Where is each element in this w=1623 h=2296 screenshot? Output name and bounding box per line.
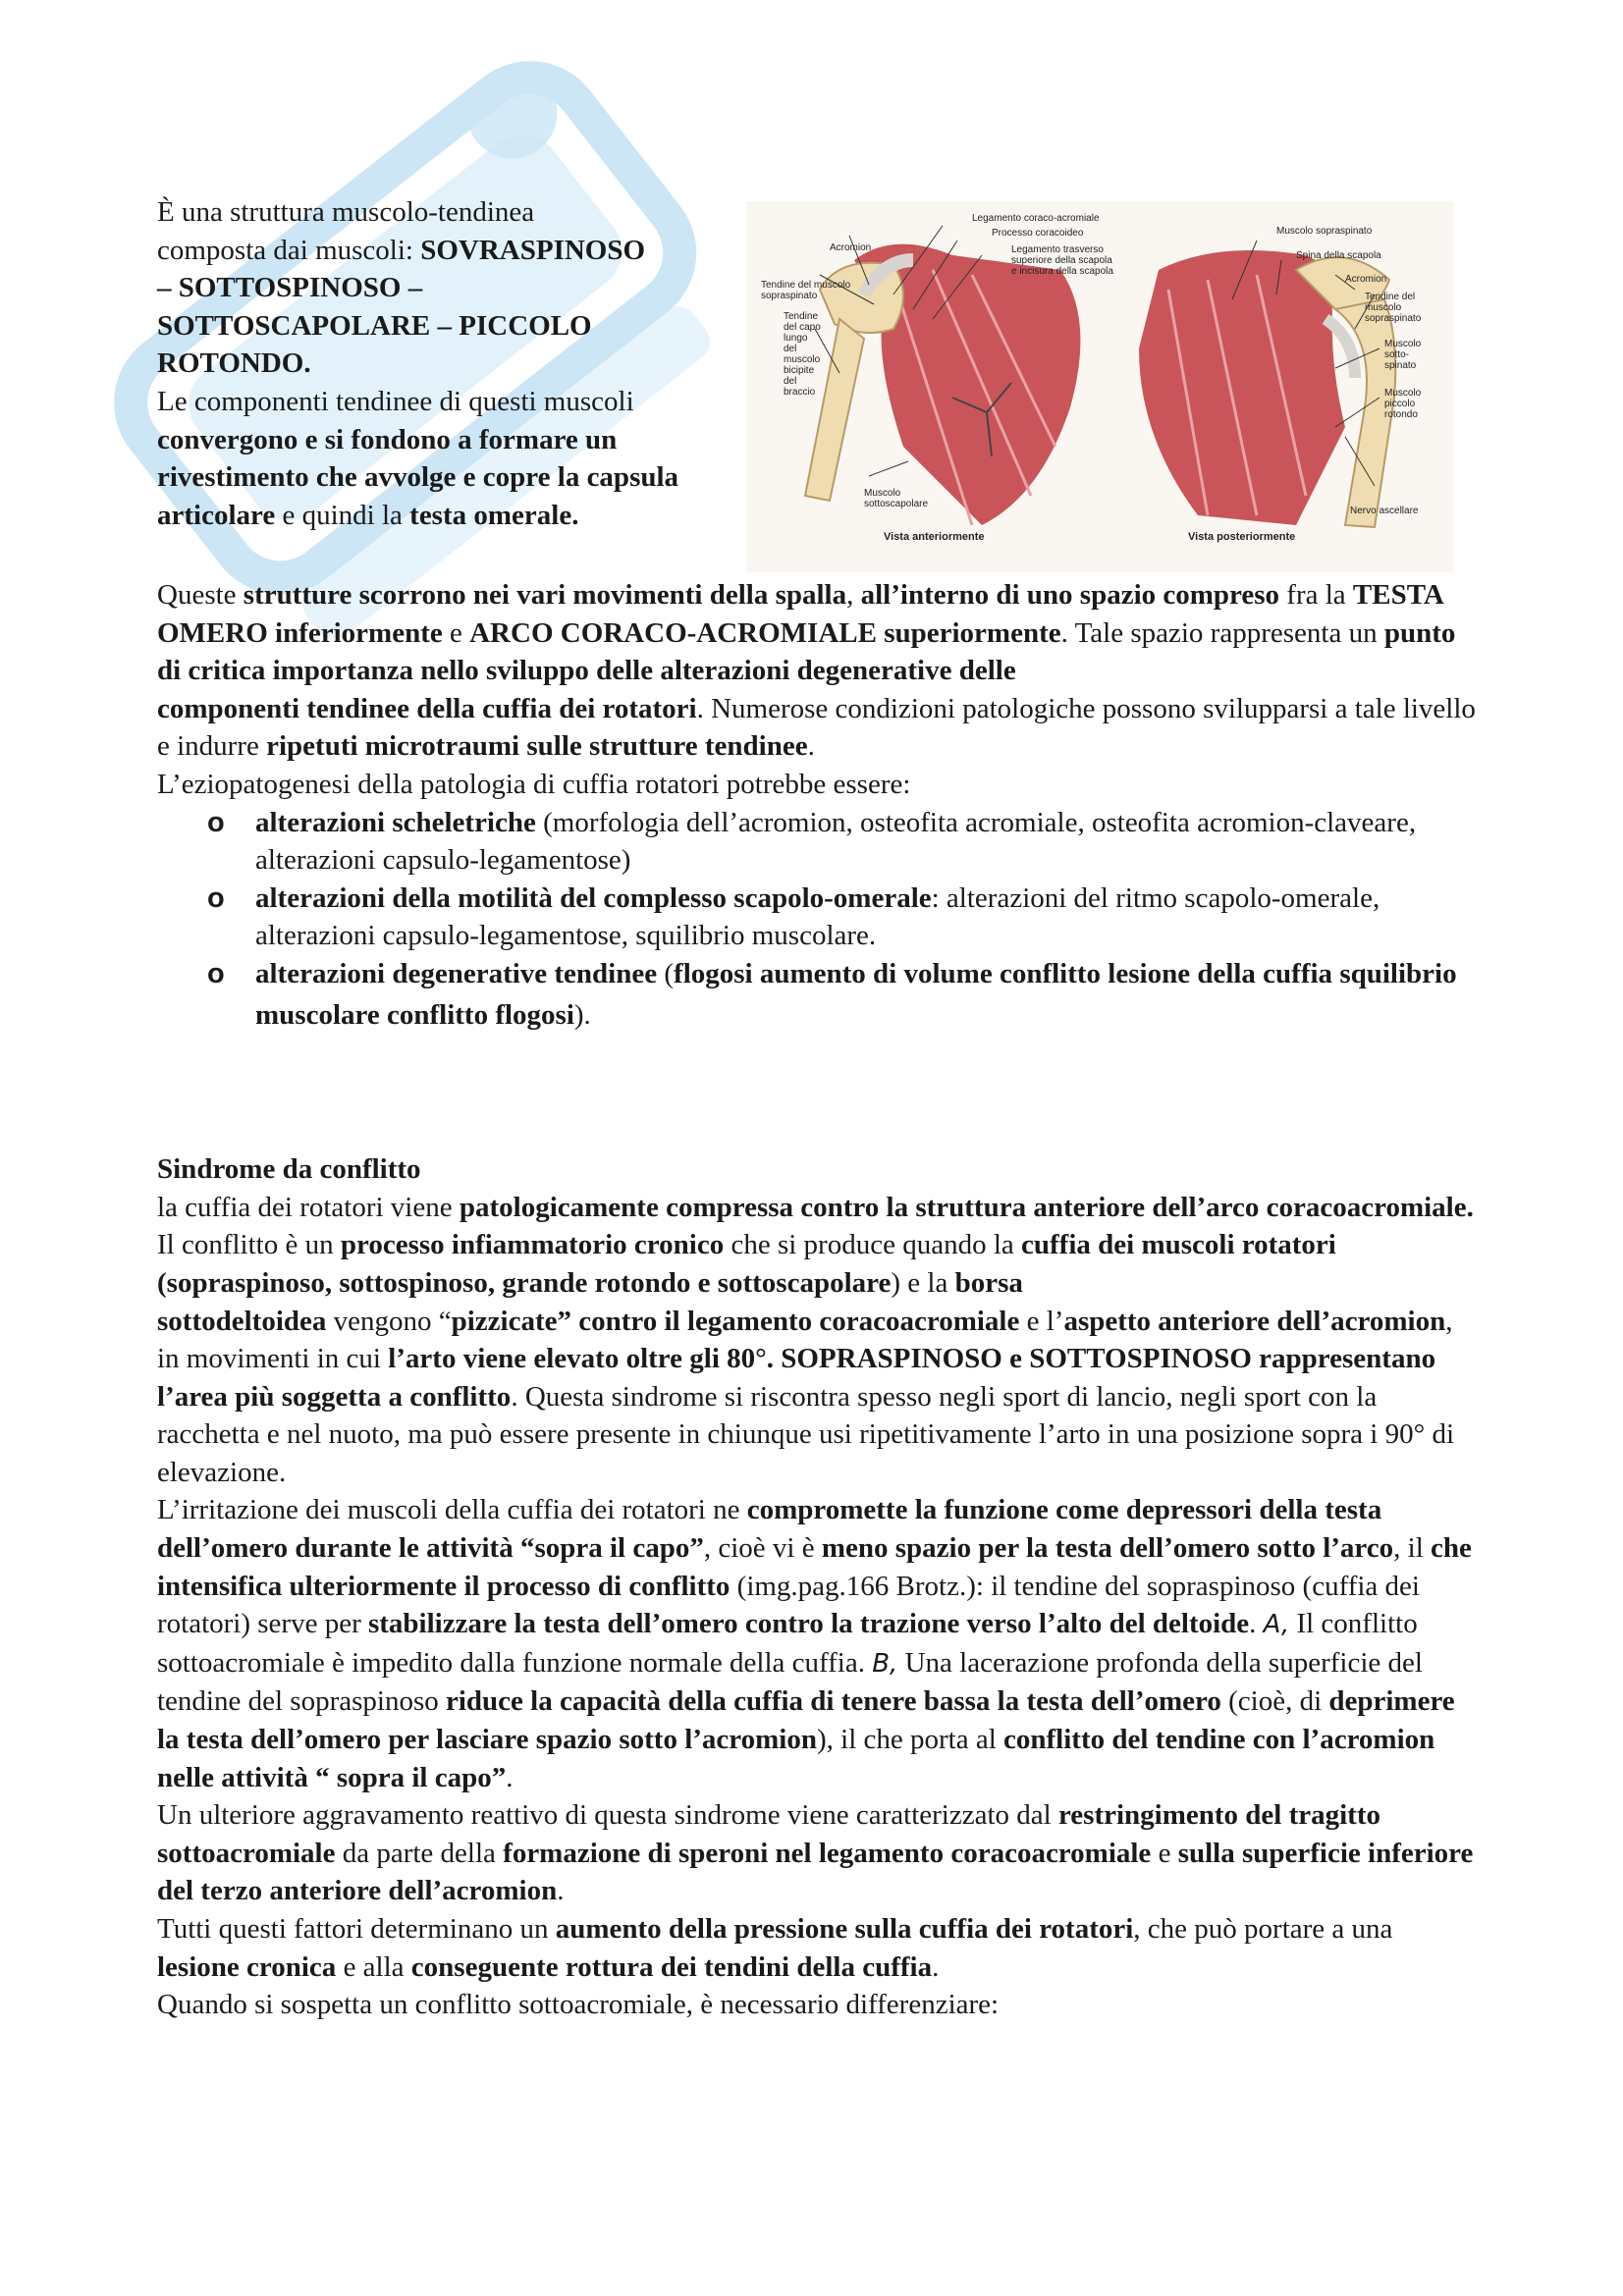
etiopathogenesis-intro: L’eziopatogenesi della patologia di cuffia rotatori potrebbe essere:: [157, 768, 911, 800]
muscle-name: – SOTTOSPINOSO –: [157, 272, 423, 304]
paragraph-spazio-subacromiale-cont: componenti tendinee della cuffia dei rotatori. Numerose condizioni patologiche possono svilupparsi a tale livello e indurre ripetuti microtraumi sulle strutture tendinee.: [157, 692, 1476, 763]
bullet-marker: o: [207, 881, 225, 914]
figure-label: Muscolo piccolo rotondo: [1384, 388, 1422, 420]
list-item: o alterazioni scheletriche (morfologia dell’acromion, osteofita acromiale, osteofita acromion-claveare, alterazioni capsulo-legamentose): [255, 804, 1478, 880]
figure-label: Tendine del muscolo sopraspinato: [761, 280, 851, 301]
intro-line: È una struttura muscolo-tendinea: [157, 196, 535, 228]
bullet-marker: o: [207, 957, 225, 989]
paragraph-fattori: Tutti questi fattori determinano un aumento della pressione sulla cuffia dei rotatori, che può portare a una lesione cronica e alla conseguente rottura dei tendini della cuffia.: [157, 1913, 1393, 1983]
paragraph-sindrome-cont: sottodeltoidea vengono “pizzicate” contro il legamento coracoacromiale e l’aspetto anteriore dell’acromion, in movimenti in cui l’arto viene elevato oltre gli 80°. SOPRASPINOSO e SOTTOSPINOSO rappresentano l’area più soggetta a conflitto. Questa sindrome si riscontra spesso negli sport di lancio, negli sport con la racchetta e nel nuoto, ma può essere presente in chiunque usi ripetitivamente l’arto in una posizione sopra i 90° di elevazione.: [157, 1305, 1455, 1488]
intro-line: composta dai muscoli:: [157, 234, 421, 266]
figure-label: Legamento coraco-acromiale: [972, 213, 1100, 224]
muscle-name: ROTONDO.: [157, 347, 311, 380]
paragraph-sindrome: la cuffia dei rotatori viene patologicamente compressa contro la struttura anteriore dell’arco coracoacromiale. Il conflitto è un processo infiammatorio cronico che si produce quando la cuffia dei muscoli rotatori (sopraspinoso, sottospinoso, grande rotondo e sottoscapolare) e la borsa: [157, 1191, 1474, 1299]
figure-label: Spina della scapola: [1296, 250, 1381, 261]
muscle-name: SOVRASPINOSO: [420, 234, 646, 266]
figure-label: Processo coracoideo: [992, 228, 1084, 239]
shoulder-anatomy-figure: [746, 201, 1453, 572]
paragraph-irritazione: L’irritazione dei muscoli della cuffia dei rotatori ne compromette la funzione come depressori della testa dell’omero durante le attività “sopra il capo”, cioè vi è meno spazio per la testa dell’omero sotto l’arco, il che intensifica ulteriormente il processo di conflitto (img.pag.166 Brotz.): il tendine del sopraspinoso (cuffia dei rotatori) serve per stabilizzare la testa dell’omero contro la trazione verso l’alto del deltoide. A, Il conflitto sottoacromiale è impedito dalla funzione normale della cuffia. B, Una lacerazione profonda della superficie del tendine del sopraspinoso riduce la capacità della cuffia di tenere bassa la testa dell’omero (cioè, di deprimere la testa dell’omero per lasciare spazio sotto l’acromion), il che porta al conflitto del tendine con l’acromion nelle attività “ sopra il capo”.: [157, 1494, 1472, 1793]
intro-text: [157, 193, 746, 534]
section-title: Sindrome da conflitto: [157, 1153, 421, 1186]
paragraph-spazio-subacromiale: Queste strutture scorrono nei vari movimenti della spalla, all’interno di uno spazio compreso fra la TESTA OMERO inferiormente e ARCO CORACO-ACROMIALE superiormente. Tale spazio rappresenta un punto di critica importanza nello sviluppo delle alterazioni degenerative delle: [157, 579, 1456, 687]
etiopathogenesis-list: [157, 804, 1478, 1038]
muscle-name: SOTTOSCAPOLARE – PICCOLO: [157, 309, 592, 342]
figure-label: Tendine del muscolo sopraspinato: [1365, 292, 1422, 324]
intro-section: [157, 193, 1478, 576]
document-page: [157, 193, 1478, 2024]
bullet-marker: o: [207, 806, 225, 838]
figure-label: Acromion: [830, 242, 872, 253]
rotator-cuff-illustration: [746, 201, 1453, 572]
figure-label: Vista anteriormente: [884, 531, 985, 543]
figure-label: Acromion: [1345, 274, 1387, 285]
list-item: o alterazioni della motilità del complesso scapolo-omerale: alterazioni del ritmo scapolo-omerale, alterazioni capsulo-legamentose, squilibrio muscolare.: [255, 880, 1478, 955]
figure-label: Muscolo sopraspinato: [1276, 226, 1373, 237]
paragraph-differenziare: Quando si sospetta un conflitto sottoacromiale, è necessario differenziare:: [157, 1989, 1000, 2021]
figure-label: Vista posteriormente: [1188, 531, 1296, 543]
figure-label: Muscolo sottoscapolare: [864, 488, 929, 509]
figure-label: Legamento trasverso superiore della scapola e incisura della scapola: [1011, 244, 1113, 277]
list-item: o alterazioni degenerative tendinee (flogosi aumento di volume conflitto lesione della cuffia squilibrio muscolare conflitto flogosi).: [255, 955, 1478, 1037]
intro-paragraph: Le componenti tendinee di questi muscoli convergono e si fondono a formare un rivestimento che avvolge e copre la capsula articolare e quindi la testa omerale.: [157, 385, 679, 531]
figure-label: Tendine del capo lungo del muscolo bicipite del braccio: [784, 311, 821, 398]
figure-label: Muscolo sotto-spinato: [1384, 339, 1422, 371]
paragraph-aggravamento: Un ulteriore aggravamento reattivo di questa sindrome viene caratterizzato dal restringimento del tragitto sottoacromiale da parte della formazione di speroni nel legamento coracoacromiale e sulla superficie inferiore del terzo anteriore dell’acromion.: [157, 1799, 1474, 1907]
figure-label: Nervo ascellare: [1350, 506, 1419, 516]
